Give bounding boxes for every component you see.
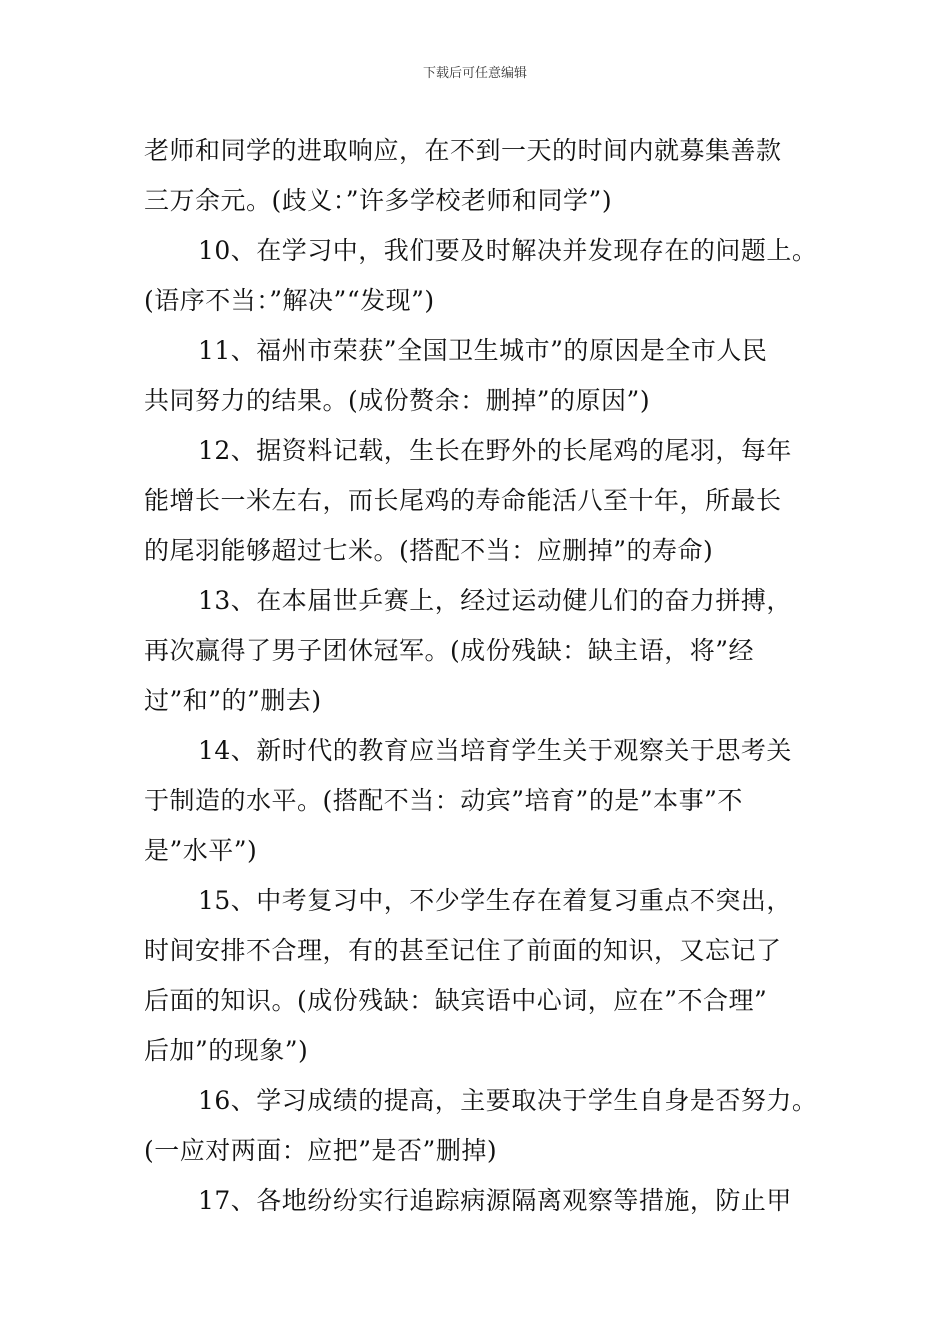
text-line-5: 11、福州市荣获”全国卫生城市”的原因是全市人民 (198, 336, 768, 365)
text-line-15: 是”水平”) (144, 836, 258, 865)
text-line-8: 能增长一米左右，而长尾鸡的寿命能活八至十年，所最长 (144, 486, 782, 515)
text-line-1: 老师和同学的进取响应，在不到一天的时间内就募集善款 (144, 136, 782, 165)
text-line-6: 共同努力的结果。(成份赘余：删掉”的原因”) (144, 386, 651, 415)
text-line-10: 13、在本届世乒赛上，经过运动健儿们的奋力拼搏， (198, 586, 792, 615)
text-line-9: 的尾羽能够超过七米。(搭配不当：应删掉”的寿命) (144, 536, 714, 565)
text-line-3: 10、在学习中，我们要及时解决并发现存在的问题上。 (198, 236, 818, 265)
text-line-16: 15、中考复习中，不少学生存在着复习重点不突出， (198, 886, 792, 915)
text-line-12: 过”和”的”删去) (144, 686, 322, 715)
text-line-2: 三万余元。(歧义：”许多学校老师和同学”) (144, 186, 613, 215)
page-header: 下载后可任意编辑 (422, 66, 527, 81)
text-line-13: 14、新时代的教育应当培育学生关于观察关于思考关 (198, 736, 792, 765)
text-line-22: 17、各地纷纷实行追踪病源隔离观察等措施，防止甲 (198, 1186, 792, 1215)
document-body (144, 126, 834, 1226)
text-line-20: 16、学习成绩的提高，主要取决于学生自身是否努力。 (198, 1086, 818, 1115)
text-line-7: 12、据资料记载，生长在野外的长尾鸡的尾羽，每年 (198, 436, 792, 465)
text-line-4: (语序不当：”解决”“发现”) (144, 286, 435, 315)
text-line-11: 再次赢得了男子团休冠军。(成份残缺：缺主语，将”经 (144, 636, 755, 665)
text-line-19: 后加”的现象”) (144, 1036, 309, 1065)
text-line-21: (一应对两面：应把”是否”删掉) (144, 1136, 498, 1165)
text-line-18: 后面的知识。(成份残缺：缺宾语中心词，应在”不合理” (144, 986, 768, 1015)
text-line-14: 于制造的水平。(搭配不当：动宾”培育”的是”本事”不 (144, 786, 743, 815)
text-line-17: 时间安排不合理，有的甚至记住了前面的知识，又忘记了 (144, 936, 782, 965)
